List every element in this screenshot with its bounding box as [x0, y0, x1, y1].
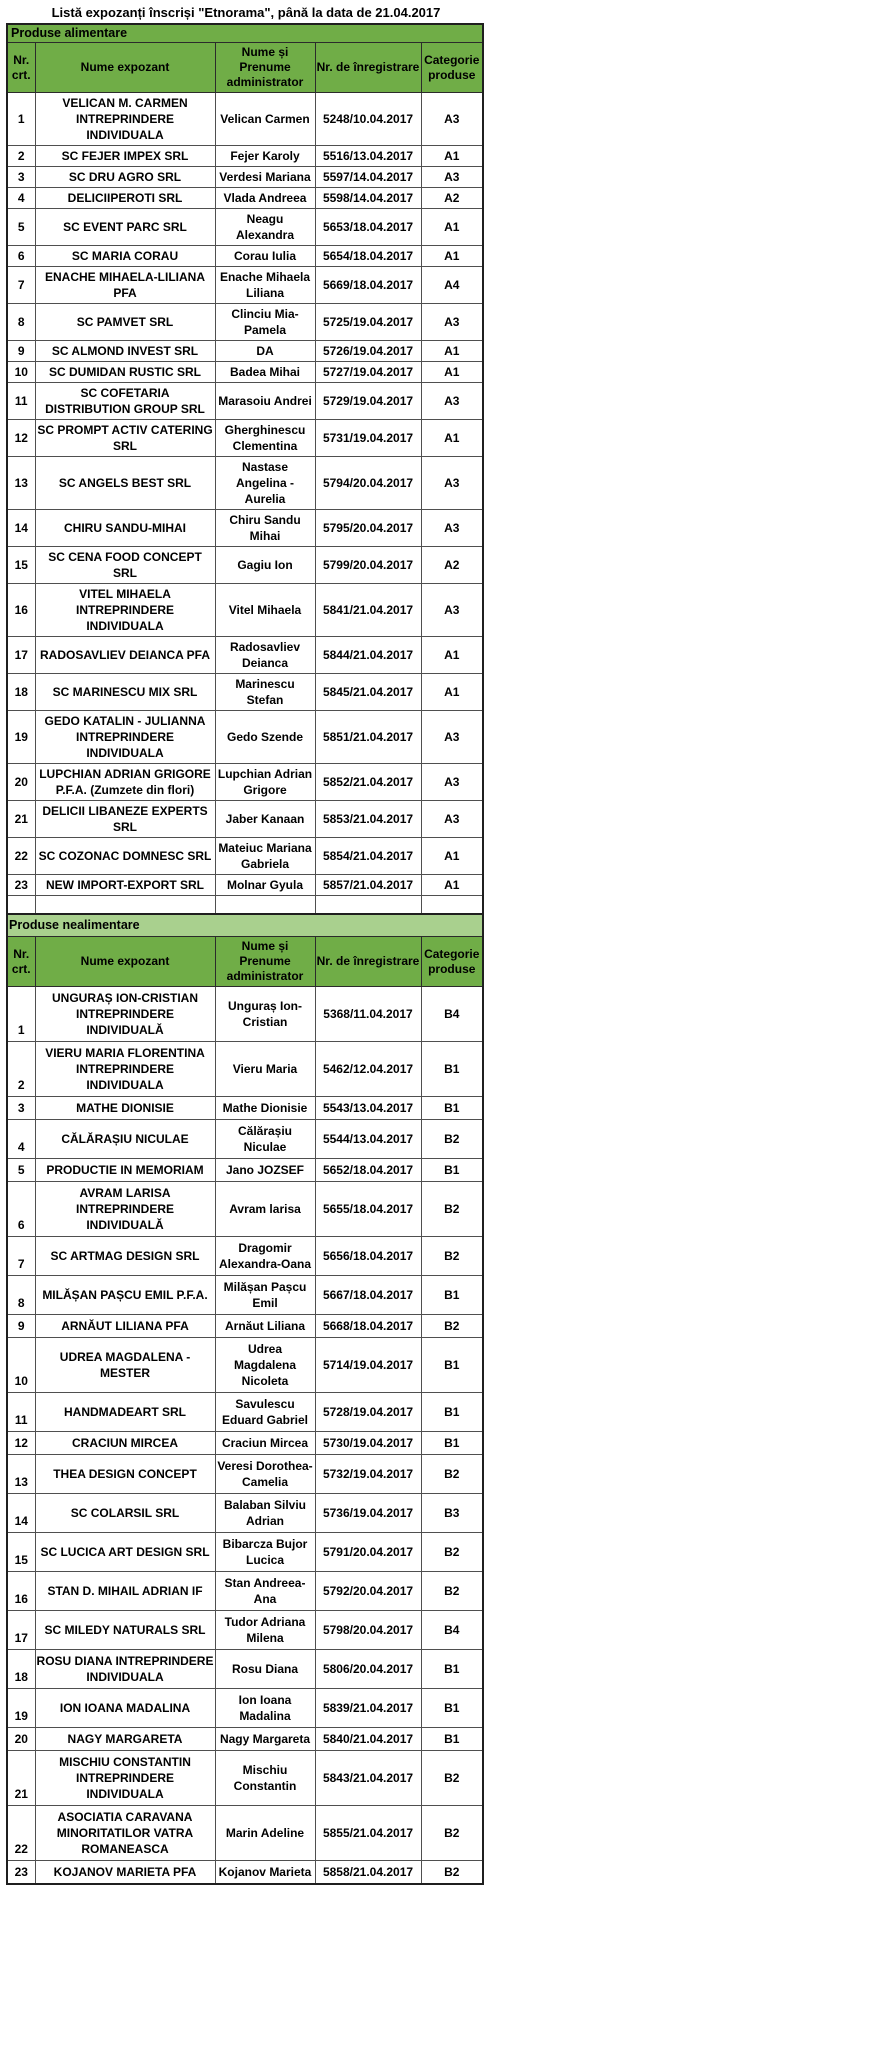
category-cell: A1 — [421, 362, 483, 383]
category-cell: A1 — [421, 420, 483, 457]
registration-number-cell: 5668/18.04.2017 — [315, 1315, 421, 1338]
table-row — [7, 246, 483, 267]
table-row — [7, 341, 483, 362]
exhibitor-name-cell: CĂLĂRAȘIU NICULAE — [35, 1120, 215, 1159]
category-cell: B1 — [421, 1689, 483, 1728]
administrator-cell: Marinescu Stefan — [215, 674, 315, 711]
administrator-cell: Radosavliev Deianca — [215, 637, 315, 674]
row-number-cell: 11 — [7, 383, 35, 420]
table-row — [7, 1455, 483, 1494]
row-number-cell: 23 — [7, 875, 35, 896]
table-row — [7, 383, 483, 420]
table-row — [7, 1689, 483, 1728]
row-number-cell: 1 — [7, 93, 35, 146]
exhibitor-name-cell: NAGY MARGARETA — [35, 1728, 215, 1751]
table-row — [7, 1237, 483, 1276]
row-number-cell: 5 — [7, 1159, 35, 1182]
exhibitor-name-cell: AVRAM LARISA INTREPRINDERE INDIVIDUALĂ — [35, 1182, 215, 1237]
category-cell: B2 — [421, 1120, 483, 1159]
exhibitor-name-cell: SC MARIA CORAU — [35, 246, 215, 267]
administrator-cell: Gedo Szende — [215, 711, 315, 764]
table-row — [7, 146, 483, 167]
registration-number-cell: 5857/21.04.2017 — [315, 875, 421, 896]
registration-number-cell: 5655/18.04.2017 — [315, 1182, 421, 1237]
registration-number-cell: 5858/21.04.2017 — [315, 1861, 421, 1885]
category-cell: B1 — [421, 1393, 483, 1432]
registration-number-cell: 5543/13.04.2017 — [315, 1097, 421, 1120]
administrator-cell: Călărașiu Niculae — [215, 1120, 315, 1159]
table-row — [7, 1650, 483, 1689]
empty-row — [7, 896, 483, 915]
exhibitor-name-cell: ROSU DIANA INTREPRINDERE INDIVIDUALA — [35, 1650, 215, 1689]
table-row — [7, 547, 483, 584]
exhibitor-name-cell: SC EVENT PARC SRL — [35, 209, 215, 246]
exhibitor-name-cell: DELICIIPEROTI SRL — [35, 188, 215, 209]
category-cell: A3 — [421, 510, 483, 547]
table-row — [7, 764, 483, 801]
registration-number-cell: 5853/21.04.2017 — [315, 801, 421, 838]
exhibitor-name-cell: PRODUCTIE IN MEMORIAM — [35, 1159, 215, 1182]
administrator-cell: Corau Iulia — [215, 246, 315, 267]
category-cell: B2 — [421, 1315, 483, 1338]
row-number-cell: 4 — [7, 1120, 35, 1159]
registration-number-cell: 5725/19.04.2017 — [315, 304, 421, 341]
exhibitor-name-cell: LUPCHIAN ADRIAN GRIGORE P.F.A. (Zumzete din flori) — [35, 764, 215, 801]
row-number-cell: 15 — [7, 1533, 35, 1572]
exhibitor-name-cell: SC ANGELS BEST SRL — [35, 457, 215, 510]
exhibitor-name-cell: SC LUCICA ART DESIGN SRL — [35, 1533, 215, 1572]
row-number-cell: 10 — [7, 1338, 35, 1393]
exhibitor-name-cell: SC MARINESCU MIX SRL — [35, 674, 215, 711]
table-row — [7, 1806, 483, 1861]
column-header-categorie-produse: Categorie produse — [421, 43, 483, 93]
row-number-cell: 12 — [7, 420, 35, 457]
row-number-cell: 6 — [7, 246, 35, 267]
category-cell: B4 — [421, 987, 483, 1042]
column-header-categorie-produse: Categorie produse — [421, 937, 483, 987]
row-number-cell: 7 — [7, 267, 35, 304]
category-cell: B1 — [421, 1338, 483, 1393]
row-number-cell: 20 — [7, 764, 35, 801]
exhibitor-name-cell: VIERU MARIA FLORENTINA INTREPRINDERE INDIVIDUALA — [35, 1042, 215, 1097]
administrator-cell: Unguraș Ion-Cristian — [215, 987, 315, 1042]
exhibitor-name-cell: NEW IMPORT-EXPORT SRL — [35, 875, 215, 896]
exhibitor-name-cell: UNGURAȘ ION-CRISTIAN INTREPRINDERE INDIVIDUALĂ — [35, 987, 215, 1042]
empty-cell — [315, 896, 421, 915]
table-row — [7, 1432, 483, 1455]
category-cell: A1 — [421, 637, 483, 674]
category-cell: A4 — [421, 267, 483, 304]
table-row — [7, 1861, 483, 1885]
administrator-cell: Milășan Pașcu Emil — [215, 1276, 315, 1315]
category-cell: B1 — [421, 1650, 483, 1689]
registration-number-cell: 5843/21.04.2017 — [315, 1751, 421, 1806]
row-number-cell: 19 — [7, 711, 35, 764]
administrator-cell: Arnăut Liliana — [215, 1315, 315, 1338]
row-number-cell: 22 — [7, 838, 35, 875]
category-cell: A1 — [421, 838, 483, 875]
registration-number-cell: 5841/21.04.2017 — [315, 584, 421, 637]
empty-cell — [35, 896, 215, 915]
row-number-cell: 11 — [7, 1393, 35, 1432]
table-row — [7, 1315, 483, 1338]
table-row — [7, 457, 483, 510]
administrator-cell: Velican Carmen — [215, 93, 315, 146]
row-number-cell: 21 — [7, 1751, 35, 1806]
category-cell: B4 — [421, 1611, 483, 1650]
administrator-cell: Vlada Andreea — [215, 188, 315, 209]
table-row — [7, 1097, 483, 1120]
category-cell: A3 — [421, 304, 483, 341]
row-number-cell: 9 — [7, 1315, 35, 1338]
row-number-cell: 21 — [7, 801, 35, 838]
administrator-cell: Mathe Dionisie — [215, 1097, 315, 1120]
category-cell: B2 — [421, 1237, 483, 1276]
exhibitor-name-cell: VELICAN M. CARMEN INTREPRINDERE INDIVIDUALA — [35, 93, 215, 146]
registration-number-cell: 5667/18.04.2017 — [315, 1276, 421, 1315]
registration-number-cell: 5656/18.04.2017 — [315, 1237, 421, 1276]
registration-number-cell: 5714/19.04.2017 — [315, 1338, 421, 1393]
row-number-cell: 18 — [7, 674, 35, 711]
exhibitor-name-cell: ION IOANA MADALINA — [35, 1689, 215, 1728]
registration-number-cell: 5844/21.04.2017 — [315, 637, 421, 674]
category-cell: B3 — [421, 1494, 483, 1533]
category-cell: B1 — [421, 1432, 483, 1455]
category-cell: B2 — [421, 1861, 483, 1885]
exhibitor-name-cell: SC FEJER IMPEX SRL — [35, 146, 215, 167]
table-row — [7, 1159, 483, 1182]
table-row — [7, 304, 483, 341]
exhibitor-name-cell: ASOCIATIA CARAVANA MINORITATILOR VATRA ROMANEASCA — [35, 1806, 215, 1861]
exhibitor-name-cell: SC COZONAC DOMNESC SRL — [35, 838, 215, 875]
table-row — [7, 637, 483, 674]
registration-number-cell: 5726/19.04.2017 — [315, 341, 421, 362]
exhibitor-name-cell: CHIRU SANDU-MIHAI — [35, 510, 215, 547]
administrator-cell: Badea Mihai — [215, 362, 315, 383]
column-header-administrator: Nume și Prenume administrator — [215, 43, 315, 93]
section-header: Produse alimentare — [7, 24, 483, 43]
administrator-cell: Lupchian Adrian Grigore — [215, 764, 315, 801]
table-row — [7, 362, 483, 383]
administrator-cell: Molnar Gyula — [215, 875, 315, 896]
administrator-cell: Mateiuc Mariana Gabriela — [215, 838, 315, 875]
exhibitor-name-cell: CRACIUN MIRCEA — [35, 1432, 215, 1455]
administrator-cell: Savulescu Eduard Gabriel — [215, 1393, 315, 1432]
section-table-1 — [6, 913, 484, 1885]
category-cell: A2 — [421, 188, 483, 209]
column-header-nr-inregistrare: Nr. de înregistrare — [315, 43, 421, 93]
column-header-nume-expozant: Nume expozant — [35, 43, 215, 93]
category-cell: A3 — [421, 457, 483, 510]
administrator-cell: Enache Mihaela Liliana — [215, 267, 315, 304]
table-row — [7, 1042, 483, 1097]
row-number-cell: 14 — [7, 510, 35, 547]
table-row — [7, 801, 483, 838]
row-number-cell: 16 — [7, 1572, 35, 1611]
administrator-cell: Chiru Sandu Mihai — [215, 510, 315, 547]
administrator-cell: Craciun Mircea — [215, 1432, 315, 1455]
row-number-cell: 20 — [7, 1728, 35, 1751]
category-cell: B1 — [421, 1159, 483, 1182]
registration-number-cell: 5732/19.04.2017 — [315, 1455, 421, 1494]
row-number-cell: 19 — [7, 1689, 35, 1728]
row-number-cell: 9 — [7, 341, 35, 362]
row-number-cell: 6 — [7, 1182, 35, 1237]
row-number-cell: 2 — [7, 146, 35, 167]
registration-number-cell: 5731/19.04.2017 — [315, 420, 421, 457]
administrator-cell: Vitel Mihaela — [215, 584, 315, 637]
administrator-cell: Fejer Karoly — [215, 146, 315, 167]
category-cell: A3 — [421, 383, 483, 420]
table-row — [7, 838, 483, 875]
exhibitor-name-cell: SC PAMVET SRL — [35, 304, 215, 341]
category-cell: B2 — [421, 1751, 483, 1806]
category-cell: B2 — [421, 1455, 483, 1494]
row-number-cell: 3 — [7, 1097, 35, 1120]
category-cell: A1 — [421, 209, 483, 246]
category-cell: A1 — [421, 246, 483, 267]
administrator-cell: Mischiu Constantin — [215, 1751, 315, 1806]
administrator-cell: Vieru Maria — [215, 1042, 315, 1097]
table-row — [7, 167, 483, 188]
exhibitor-name-cell: MILĂȘAN PAȘCU EMIL P.F.A. — [35, 1276, 215, 1315]
registration-number-cell: 5669/18.04.2017 — [315, 267, 421, 304]
table-row — [7, 1611, 483, 1650]
row-number-cell: 15 — [7, 547, 35, 584]
exhibitor-name-cell: SC COLARSIL SRL — [35, 1494, 215, 1533]
administrator-cell: Bibarcza Bujor Lucica — [215, 1533, 315, 1572]
administrator-cell: Stan Andreea- Ana — [215, 1572, 315, 1611]
row-number-cell: 17 — [7, 1611, 35, 1650]
exhibitor-name-cell: UDREA MAGDALENA - MESTER — [35, 1338, 215, 1393]
category-cell: A3 — [421, 711, 483, 764]
row-number-cell: 7 — [7, 1237, 35, 1276]
registration-number-cell: 5462/12.04.2017 — [315, 1042, 421, 1097]
category-cell: A3 — [421, 93, 483, 146]
registration-number-cell: 5729/19.04.2017 — [315, 383, 421, 420]
row-number-cell: 10 — [7, 362, 35, 383]
row-number-cell: 8 — [7, 1276, 35, 1315]
category-cell: B2 — [421, 1533, 483, 1572]
registration-number-cell: 5799/20.04.2017 — [315, 547, 421, 584]
row-number-cell: 8 — [7, 304, 35, 341]
registration-number-cell: 5855/21.04.2017 — [315, 1806, 421, 1861]
registration-number-cell: 5727/19.04.2017 — [315, 362, 421, 383]
section-table-0 — [6, 23, 484, 915]
category-cell: A1 — [421, 341, 483, 362]
administrator-cell: Ion Ioana Madalina — [215, 1689, 315, 1728]
administrator-cell: Veresi Dorothea- Camelia — [215, 1455, 315, 1494]
category-cell: B2 — [421, 1806, 483, 1861]
administrator-cell: Udrea Magdalena Nicoleta — [215, 1338, 315, 1393]
table-row — [7, 875, 483, 896]
category-cell: A1 — [421, 674, 483, 711]
registration-number-cell: 5597/14.04.2017 — [315, 167, 421, 188]
registration-number-cell: 5368/11.04.2017 — [315, 987, 421, 1042]
registration-number-cell: 5736/19.04.2017 — [315, 1494, 421, 1533]
category-cell: B1 — [421, 1042, 483, 1097]
table-row — [7, 1276, 483, 1315]
row-number-cell: 22 — [7, 1806, 35, 1861]
row-number-cell: 1 — [7, 987, 35, 1042]
registration-number-cell: 5852/21.04.2017 — [315, 764, 421, 801]
exhibitor-name-cell: GEDO KATALIN - JULIANNA INTREPRINDERE INDIVIDUALA — [35, 711, 215, 764]
table-row — [7, 1751, 483, 1806]
row-number-cell: 3 — [7, 167, 35, 188]
exhibitor-name-cell: SC MILEDY NATURALS SRL — [35, 1611, 215, 1650]
column-header-nume-expozant: Nume expozant — [35, 937, 215, 987]
table-row — [7, 93, 483, 146]
exhibitor-name-cell: SC DRU AGRO SRL — [35, 167, 215, 188]
administrator-cell: Rosu Diana — [215, 1650, 315, 1689]
table-row — [7, 188, 483, 209]
exhibitor-name-cell: SC CENA FOOD CONCEPT SRL — [35, 547, 215, 584]
category-cell: A3 — [421, 584, 483, 637]
registration-number-cell: 5654/18.04.2017 — [315, 246, 421, 267]
row-number-cell: 17 — [7, 637, 35, 674]
registration-number-cell: 5806/20.04.2017 — [315, 1650, 421, 1689]
category-cell: B2 — [421, 1182, 483, 1237]
table-row — [7, 1494, 483, 1533]
row-number-cell: 12 — [7, 1432, 35, 1455]
category-cell: B1 — [421, 1097, 483, 1120]
category-cell: A3 — [421, 764, 483, 801]
table-row — [7, 420, 483, 457]
row-number-cell: 4 — [7, 188, 35, 209]
registration-number-cell: 5652/18.04.2017 — [315, 1159, 421, 1182]
row-number-cell: 14 — [7, 1494, 35, 1533]
table-row — [7, 267, 483, 304]
registration-number-cell: 5730/19.04.2017 — [315, 1432, 421, 1455]
table-row — [7, 1572, 483, 1611]
exhibitor-name-cell: HANDMADEART SRL — [35, 1393, 215, 1432]
administrator-cell: Nagy Margareta — [215, 1728, 315, 1751]
exhibitor-name-cell: THEA DESIGN CONCEPT — [35, 1455, 215, 1494]
registration-number-cell: 5798/20.04.2017 — [315, 1611, 421, 1650]
exhibitor-name-cell: RADOSAVLIEV DEIANCA PFA — [35, 637, 215, 674]
row-number-cell: 23 — [7, 1861, 35, 1885]
table-row — [7, 1182, 483, 1237]
administrator-cell: Gagiu Ion — [215, 547, 315, 584]
row-number-cell: 18 — [7, 1650, 35, 1689]
administrator-cell: Verdesi Mariana — [215, 167, 315, 188]
administrator-cell: Dragomir Alexandra-Oana — [215, 1237, 315, 1276]
registration-number-cell: 5544/13.04.2017 — [315, 1120, 421, 1159]
table-row — [7, 1533, 483, 1572]
row-number-cell: 16 — [7, 584, 35, 637]
registration-number-cell: 5792/20.04.2017 — [315, 1572, 421, 1611]
category-cell: A2 — [421, 547, 483, 584]
table-row — [7, 1338, 483, 1393]
table-row — [7, 987, 483, 1042]
page-title: Listă expozanți înscriși "Etnorama", până la data de 21.04.2017 — [51, 5, 441, 20]
category-cell: A1 — [421, 146, 483, 167]
exhibitor-name-cell: KOJANOV MARIETA PFA — [35, 1861, 215, 1885]
exhibitor-name-cell: SC ALMOND INVEST SRL — [35, 341, 215, 362]
registration-number-cell: 5840/21.04.2017 — [315, 1728, 421, 1751]
table-row — [7, 1120, 483, 1159]
column-header-administrator: Nume și Prenume administrator — [215, 937, 315, 987]
administrator-cell: DA — [215, 341, 315, 362]
exhibitor-name-cell: SC COFETARIA DISTRIBUTION GROUP SRL — [35, 383, 215, 420]
exhibitor-name-cell: STAN D. MIHAIL ADRIAN IF — [35, 1572, 215, 1611]
row-number-cell: 2 — [7, 1042, 35, 1097]
registration-number-cell: 5728/19.04.2017 — [315, 1393, 421, 1432]
exhibitor-name-cell: VITEL MIHAELA INTREPRINDERE INDIVIDUALA — [35, 584, 215, 637]
registration-number-cell: 5516/13.04.2017 — [315, 146, 421, 167]
table-row — [7, 209, 483, 246]
registration-number-cell: 5248/10.04.2017 — [315, 93, 421, 146]
exhibitor-name-cell: SC ARTMAG DESIGN SRL — [35, 1237, 215, 1276]
row-number-cell: 13 — [7, 1455, 35, 1494]
table-row — [7, 510, 483, 547]
administrator-cell: Balaban Silviu Adrian — [215, 1494, 315, 1533]
administrator-cell: Kojanov Marieta — [215, 1861, 315, 1885]
registration-number-cell: 5791/20.04.2017 — [315, 1533, 421, 1572]
table-row — [7, 674, 483, 711]
exhibitor-name-cell: DELICII LIBANEZE EXPERTS SRL — [35, 801, 215, 838]
table-row — [7, 1393, 483, 1432]
registration-number-cell: 5854/21.04.2017 — [315, 838, 421, 875]
administrator-cell: Jano JOZSEF — [215, 1159, 315, 1182]
exhibitor-name-cell: ARNĂUT LILIANA PFA — [35, 1315, 215, 1338]
exhibitor-name-cell: SC PROMPT ACTIV CATERING SRL — [35, 420, 215, 457]
empty-cell — [215, 896, 315, 915]
exhibitor-name-cell: SC DUMIDAN RUSTIC SRL — [35, 362, 215, 383]
table-row — [7, 711, 483, 764]
column-header-nr-inregistrare: Nr. de înregistrare — [315, 937, 421, 987]
empty-cell — [421, 896, 483, 915]
administrator-cell: Marasoiu Andrei — [215, 383, 315, 420]
column-header-nr-crt: Nr. crt. — [7, 43, 35, 93]
exhibitor-tables — [6, 23, 486, 1885]
row-number-cell: 5 — [7, 209, 35, 246]
exhibitor-name-cell: ENACHE MIHAELA-LILIANA PFA — [35, 267, 215, 304]
administrator-cell: Nastase Angelina - Aurelia — [215, 457, 315, 510]
registration-number-cell: 5795/20.04.2017 — [315, 510, 421, 547]
administrator-cell: Jaber Kanaan — [215, 801, 315, 838]
registration-number-cell: 5598/14.04.2017 — [315, 188, 421, 209]
empty-cell — [7, 896, 35, 915]
administrator-cell: Avram larisa — [215, 1182, 315, 1237]
row-number-cell: 13 — [7, 457, 35, 510]
exhibitor-name-cell: MATHE DIONISIE — [35, 1097, 215, 1120]
category-cell: A3 — [421, 167, 483, 188]
administrator-cell: Marin Adeline — [215, 1806, 315, 1861]
section-header: Produse nealimentare — [7, 914, 483, 937]
registration-number-cell: 5653/18.04.2017 — [315, 209, 421, 246]
administrator-cell: Gherghinescu Clementina — [215, 420, 315, 457]
column-header-nr-crt: Nr. crt. — [7, 937, 35, 987]
registration-number-cell: 5851/21.04.2017 — [315, 711, 421, 764]
administrator-cell: Tudor Adriana Milena — [215, 1611, 315, 1650]
category-cell: A1 — [421, 875, 483, 896]
administrator-cell: Neagu Alexandra — [215, 209, 315, 246]
category-cell: A3 — [421, 801, 483, 838]
category-cell: B2 — [421, 1572, 483, 1611]
category-cell: B1 — [421, 1728, 483, 1751]
category-cell: B1 — [421, 1276, 483, 1315]
exhibitor-name-cell: MISCHIU CONSTANTIN INTREPRINDERE INDIVIDUALA — [35, 1751, 215, 1806]
table-row — [7, 584, 483, 637]
registration-number-cell: 5839/21.04.2017 — [315, 1689, 421, 1728]
administrator-cell: Clinciu Mia-Pamela — [215, 304, 315, 341]
table-row — [7, 1728, 483, 1751]
registration-number-cell: 5845/21.04.2017 — [315, 674, 421, 711]
registration-number-cell: 5794/20.04.2017 — [315, 457, 421, 510]
